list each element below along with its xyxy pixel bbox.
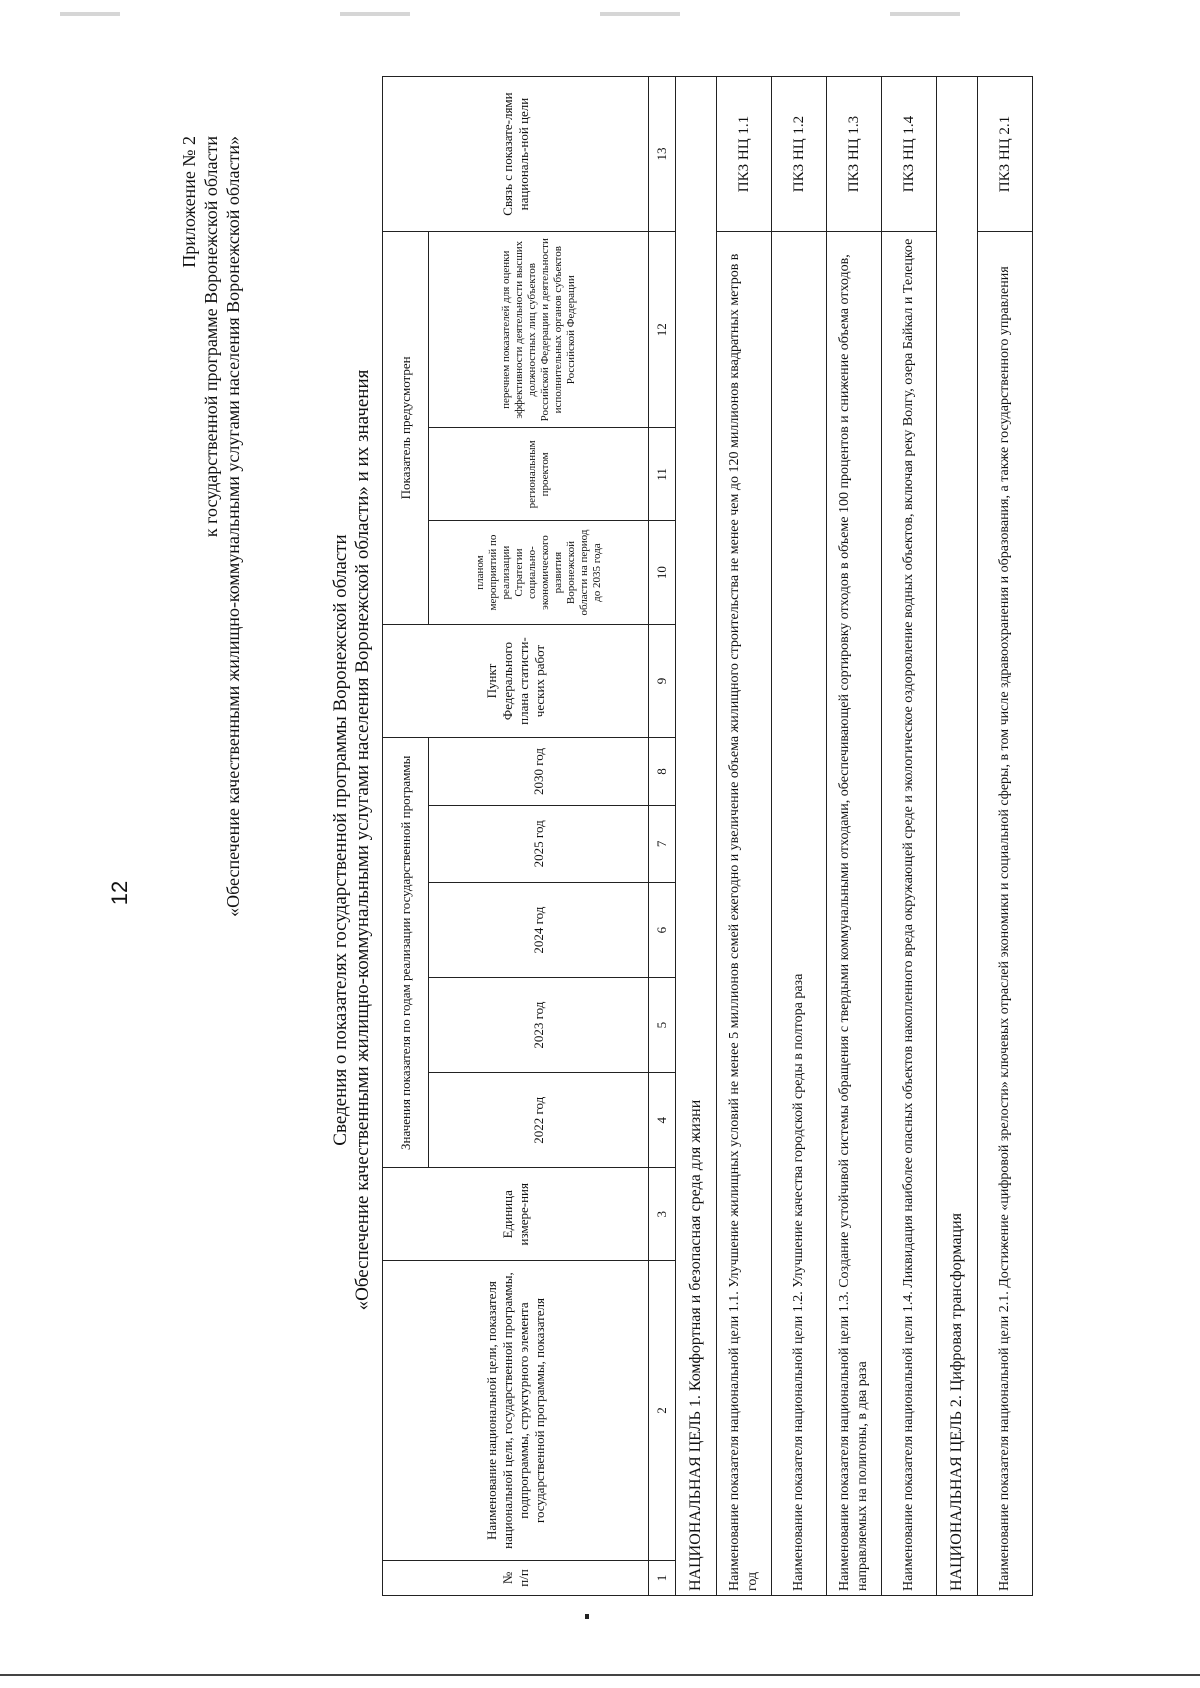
header-2022: 2022 год <box>429 1073 649 1168</box>
header-2024: 2024 год <box>429 883 649 978</box>
scan-artifact <box>340 12 410 16</box>
col-number: 9 <box>649 624 676 738</box>
rotated-page <box>0 40 1200 1640</box>
goal-row <box>937 77 978 1596</box>
col-number: 4 <box>649 1073 676 1168</box>
table-row <box>717 77 772 1596</box>
header-name: Наименование национальной цели, показателя национальной цели, государственной программы, подпрограммы, структурного элемента государственной программы, показателя <box>383 1261 649 1561</box>
col-number: 8 <box>649 738 676 805</box>
page-number: 12 <box>107 880 133 906</box>
header-provided-group: Показатель предусмотрен <box>383 232 429 625</box>
col-number: 11 <box>649 428 676 521</box>
col-number: 10 <box>649 521 676 624</box>
appendix-line-2: к государственной программе Воронежской области <box>201 136 221 538</box>
indicator-code: ПКЗ НЦ 1.1 <box>717 77 772 232</box>
header-2023: 2023 год <box>429 978 649 1073</box>
col-number: 3 <box>649 1168 676 1261</box>
page-bottom-line <box>0 1674 1200 1676</box>
col-number: 6 <box>649 883 676 978</box>
scan-dot <box>585 1614 589 1619</box>
col-number: 7 <box>649 805 676 882</box>
appendix-block <box>178 136 244 917</box>
scan-artifact <box>60 12 120 16</box>
indicator-name: Наименование показателя национальной цели 1.4. Ликвидация наиболее опасных объектов накопленного вреда окружающей среде и экологическое оздоровление водных объектов, включая реку Волгу, озера Байкал и Телецкое <box>882 232 937 1596</box>
table-row <box>882 77 937 1596</box>
indicator-name: Наименование показателя национальной цели 1.3. Создание устойчивой системы обращения с твердыми коммунальными отходами, обеспечивающей сортировку отходов в объеме 100 процентов и снижение объема отходов, направляемых на полигоны, в два раза <box>827 232 882 1596</box>
header-num: № п/п <box>383 1560 649 1595</box>
col-number: 1 <box>649 1560 676 1595</box>
header-values-group: Значения показателя по годам реализации государственной программы <box>383 738 429 1168</box>
header-link: Связь с показате-лями националь-ной цели <box>383 77 649 232</box>
header-regional: региональным проектом <box>429 428 649 521</box>
col-number: 5 <box>649 978 676 1073</box>
indicator-code: ПКЗ НЦ 1.4 <box>882 77 937 232</box>
scan-artifact <box>600 12 680 16</box>
col-number: 12 <box>649 232 676 428</box>
header-2030: 2030 год <box>429 738 649 805</box>
header-2025: 2025 год <box>429 805 649 882</box>
document-heading <box>330 40 374 1640</box>
heading-line-2: «Обеспечение качественными жилищно-коммунальными услугами населения Воронежской области» и их значения <box>352 369 373 1311</box>
indicator-code: ПКЗ НЦ 1.2 <box>772 77 827 232</box>
indicator-code: ПКЗ НЦ 2.1 <box>978 77 1033 232</box>
goal-1-title: НАЦИОНАЛЬНАЯ ЦЕЛЬ 1. Комфортная и безопасная среда для жизни <box>676 77 717 1596</box>
appendix-line-3: «Обеспечение качественными жилищно-коммунальными услугами населения Воронежской области» <box>223 136 243 917</box>
goal-row <box>676 77 717 1596</box>
table-row <box>772 77 827 1596</box>
table-row <box>827 77 882 1596</box>
indicator-code: ПКЗ НЦ 1.3 <box>827 77 882 232</box>
header-strategy: планом мероприятий по реализации Стратегии социально-экономического развития Воронежской области на период до 2035 года <box>429 521 649 624</box>
goal-2-title: НАЦИОНАЛЬНАЯ ЦЕЛЬ 2. Цифровая трансформация <box>937 77 978 1596</box>
col-number: 13 <box>649 77 676 232</box>
indicator-name: Наименование показателя национальной цели 1.1. Улучшение жилищных условий не менее 5 миллионов семей ежегодно и увеличение объема жилищного строительства не менее чем до 120 миллионов квадратных метров в год <box>717 232 772 1596</box>
indicator-name: Наименование показателя национальной цели 2.1. Достижение «цифровой зрелости» ключевых отраслей экономики и социальной сферы, в том числе здравоохранения и образования, а также государственного управления <box>978 232 1033 1596</box>
appendix-line-1: Приложение № 2 <box>179 136 199 268</box>
indicator-name: Наименование показателя национальной цели 1.2. Улучшение качества городской среды в полтора раза <box>772 232 827 1596</box>
scan-artifact <box>890 12 960 16</box>
header-list: перечнем показателей для оценки эффективности деятельности высших должностных лиц субъектов Российской Федерации и деятельности исполнительных органов субъектов Российской Федерации <box>429 232 649 428</box>
heading-line-1: Сведения о показателях государственной программы Воронежской области <box>330 534 351 1146</box>
indicators-table <box>382 76 1033 1596</box>
table-row <box>978 77 1033 1596</box>
col-number: 2 <box>649 1261 676 1561</box>
column-numbers-row <box>649 77 676 1596</box>
header-unit: Единица измере-ния <box>383 1168 649 1261</box>
header-stat-plan: Пункт Федерального плана статисти-ческих работ <box>383 624 649 738</box>
